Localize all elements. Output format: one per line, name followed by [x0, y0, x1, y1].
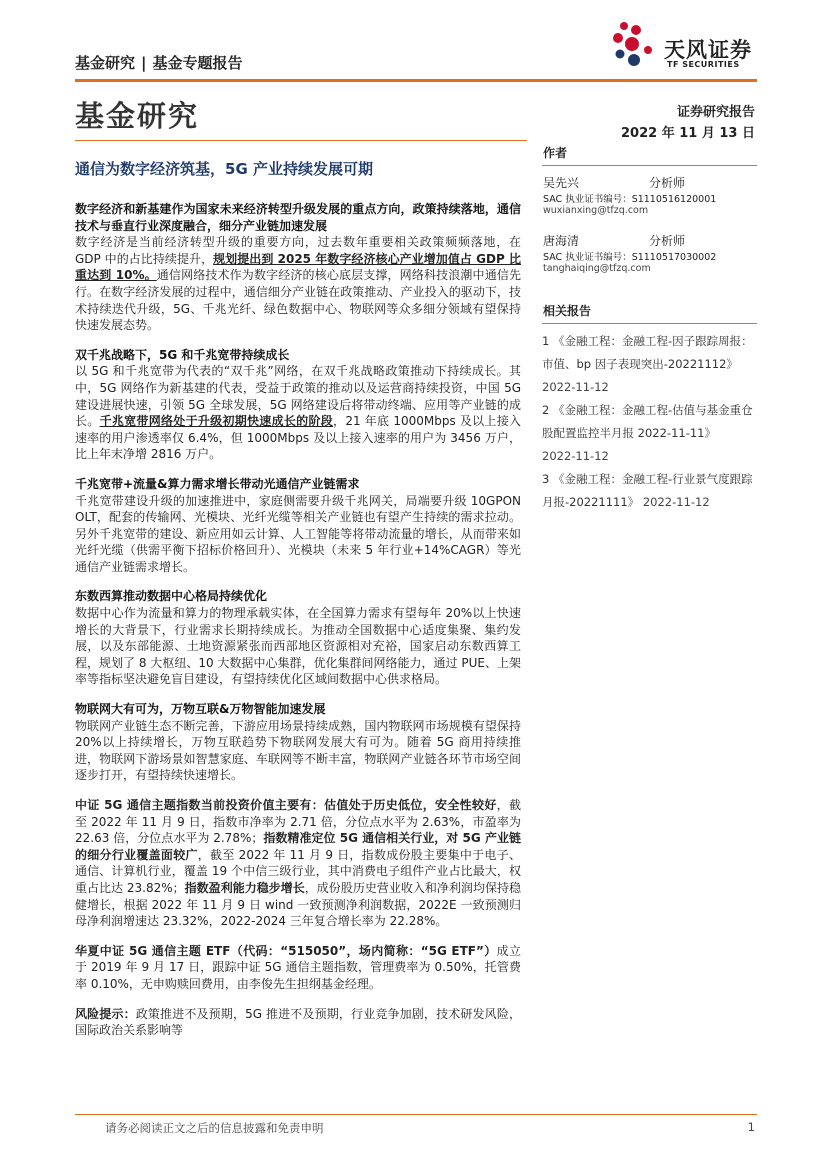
author-email[interactable]: wuxianxing@tfzq.com [543, 205, 649, 216]
section-data-center [75, 588, 521, 688]
section-iot [75, 701, 521, 784]
author-name: 吴先兴 [543, 176, 580, 190]
logo-text-cn: 天风证券 [664, 38, 752, 62]
body-text: 以 5G 和千兆宽带为代表的“双千兆”网络，在双千兆战略政策推动下持续成长。其中，5G 网络作为新基建的代表，受益于政策的推动以及运营商持续投资，中国 5G 建设进展快速，引领 5G 全球发展，5G 网络建设后将带动终端、应用等产业链的成长。 [75, 364, 521, 429]
related-report-title[interactable]: 2 《金融工程：金融工程-估值与基金重仓股配置监控半月报 2022-11-11》 [542, 403, 753, 440]
header-category [75, 52, 243, 73]
page-number: 1 [747, 1120, 755, 1134]
author-cert: SAC 执业证书编号：S1110516120001 [543, 194, 717, 205]
page-title: 基金研究 [75, 99, 200, 133]
body-text: ，截至 2022 年 11 月 9 日，指数成份股主要集中于电子、通信、计算机行业，覆盖 19 个中信三级行业，其中消费电子组件产业占比最大，权重占比达 23.82%； [75, 847, 521, 895]
related-report-date: 2022-11-12 [642, 495, 710, 509]
related-report-item[interactable] [542, 330, 757, 399]
main-content [75, 201, 521, 1052]
highlight-text: 规划提出到 2025 年数字经济核心产业增加值占 GDP 比重达到 10%。 [75, 251, 522, 283]
report-date: 2022 年 11 月 13 日 [621, 126, 755, 141]
body-text: 通信网络技术作为数字经济的核心底层支撑，网络科技浪潮中通信先行。在数字经济发展的过程中，通信细分产业链在政策推动、产业投入的驱动下，技术持续迭代升级，5G、千兆光纤、绿色数据中心、物联网等众多细分领域有望保持快速发展态势。 [75, 268, 521, 333]
related-report-title[interactable]: 1 《金融工程：金融工程-因子跟踪周报：市值、bp 因子表现突出-20221112》 [542, 334, 753, 371]
logo-text-en: TF SECURITIES [667, 60, 740, 69]
body-text: 数字经济是当前经济转型升级的重要方向，过去数年重要相关政策频频落地，在 GDP 中的占比持续提升， [75, 235, 521, 266]
section-body [75, 363, 521, 463]
body-text: ，成份股历史营业收入和净利润均保持稳健增长，根据 2022 年 11 月 9 日 wind 一致预测净利润数据，2022E 一致预测归母净利润增速达 23.32%，2022-2024 三年复合增长率为 22.28%。 [75, 880, 521, 929]
report-type: 证券研究报告 [676, 105, 755, 120]
highlight-text: 指数盈利能力稳步增长 [184, 880, 305, 895]
related-report-item[interactable] [542, 399, 757, 468]
author-cert: SAC 执业证书编号：S1110517030002 [543, 252, 717, 263]
footer-divider [75, 1114, 757, 1115]
related-report-title[interactable]: 3 《金融工程：金融工程-行业景气度跟踪月报-20221111》 [542, 472, 753, 509]
company-logo [610, 20, 760, 72]
body-text: 成立于 2019 年 9 月 17 日，跟踪中证 5G 通信主题指数，管理费率为 0.50%，托管费率 0.10%，无申购赎回费用，由李俊先生担纲基金经理。 [75, 943, 521, 991]
author-card [542, 172, 757, 230]
body-text: ，截至 2022 年 11 月 9 日，指数市净率为 2.71 倍，分位点水平为 2.63%，市盈率为 22.63 倍，分位点水平为 2.78%； [75, 798, 521, 846]
author-card [542, 230, 757, 288]
section-title: 物联网大有可为，万物互联&万物智能加速发展 [75, 702, 326, 717]
section-body: 物联网产业链生态不断完善，下游应用场景持续成熟，国内物联网市场规模有望保持 20%以上持续增长，万物互联趋势下物联网发展大有可为。随着 5G 商用持续推进，物联网下游场景如智慧家庭、车联网等不断丰富，物联网产业链各环节市场空间逐步打开，有望持续快速增长。 [75, 718, 521, 783]
body-text: 政策推进不及预期，5G 推进不及预期，行业竞争加剧，技术研发风险，国际政治关系影响等 [75, 1006, 521, 1038]
section-body: 数据中心作为流量和算力的物理承载实体，在全国算力需求有望每年 20%以上快速增长的大背景下，行业需求长期持续成长。为推动全国数据中心适度集聚、集约发展，以及东部能源、土地资源紧张而西部地区资源相对充裕，国家启动东数西算工程，规划了 8 大枢纽、10 大数据中心集群，优化集群间网络能力，通过 PUE、上架率等指标坚决避免盲目建设，有望持续优化区域间数据中心供求格局。 [75, 606, 521, 687]
authors-heading: 作者 [542, 140, 757, 166]
section-title: 双千兆战略下，5G 和千兆宽带持续成长 [75, 347, 290, 362]
section-risk [75, 1006, 521, 1039]
highlight-text: 指数精准定位 5G 通信相关行业，对 5G 产业链的细分行业覆盖面较广 [75, 831, 521, 862]
header-divider [75, 79, 757, 82]
title-divider [75, 140, 527, 141]
related-heading: 相关报告 [542, 298, 757, 324]
category-separator: | [141, 54, 147, 72]
section-title: 数字经济和新基建作为国家未来经济转型升级发展的重点方向，政策持续落地，通信技术与垂直行业深度融合，细分产业链加速发展 [75, 202, 521, 233]
section-index-value [75, 797, 521, 930]
section-dual-gigabit [75, 347, 521, 463]
related-report-date: 2022-11-12 [542, 449, 609, 463]
logo-mark-icon [610, 20, 658, 72]
highlight-text: 中证 5G 通信主题指数当前投资价值主要有：估值处于历史低位，安全性较好 [75, 798, 497, 812]
related-reports [542, 298, 757, 514]
section-title: 千兆宽带+流量&算力需求增长带动光通信产业链需求 [75, 476, 360, 491]
section-body [75, 234, 521, 334]
subcategory-label: 基金专题报告 [152, 54, 243, 72]
related-report-item[interactable] [542, 468, 757, 514]
section-digital-economy [75, 201, 521, 334]
risk-label: 风险提示： [75, 1006, 136, 1021]
section-etf [75, 943, 521, 993]
section-title: 东数西算推动数据中心格局持续优化 [75, 589, 268, 604]
highlight-text: 华夏中证 5G 通信主题 ETF（代码：“515050”，场内简称：“5G ETF”） [75, 943, 497, 958]
category-label: 基金研究 [75, 54, 136, 72]
body-text: ，21 年底 1000Mbps 及以上接入速率的用户渗透率仅 6.4%，但 1000Mbps 及以上接入速率的用户为 3456 万户，比上年末净增 2816 万户。 [75, 414, 521, 462]
sidebar [542, 140, 757, 514]
author-email[interactable]: tanghaiqing@tfzq.com [543, 263, 651, 274]
section-optical [75, 476, 521, 576]
footer-disclaimer: 请务必阅读正文之后的信息披露和免责申明 [105, 1121, 324, 1135]
author-name: 唐海清 [543, 234, 580, 248]
author-role: 分析师 [649, 176, 686, 190]
author-role: 分析师 [649, 234, 686, 248]
highlight-text: 千兆宽带网络处于升级初期快速成长的阶段 [99, 414, 334, 429]
related-report-date: 2022-11-12 [542, 380, 609, 394]
section-body: 千兆宽带建设升级的加速推进中，家庭侧需要升级千兆网关，局端要升级 10GPON OLT，配套的传输网、光模块、光纤光缆等相关产业链也有望产生持续的需求拉动。另外千兆宽带的建设、新应用如云计算、人工智能等将带动流量的增长，从而带来如光纤光缆（供需平衡下招标价格回升）、光模块（未来 5 年行业+14%CAGR）等光通信产业链需求增长。 [75, 493, 521, 574]
report-subtitle: 通信为数字经济筑基，5G 产业持续发展可期 [75, 160, 373, 178]
